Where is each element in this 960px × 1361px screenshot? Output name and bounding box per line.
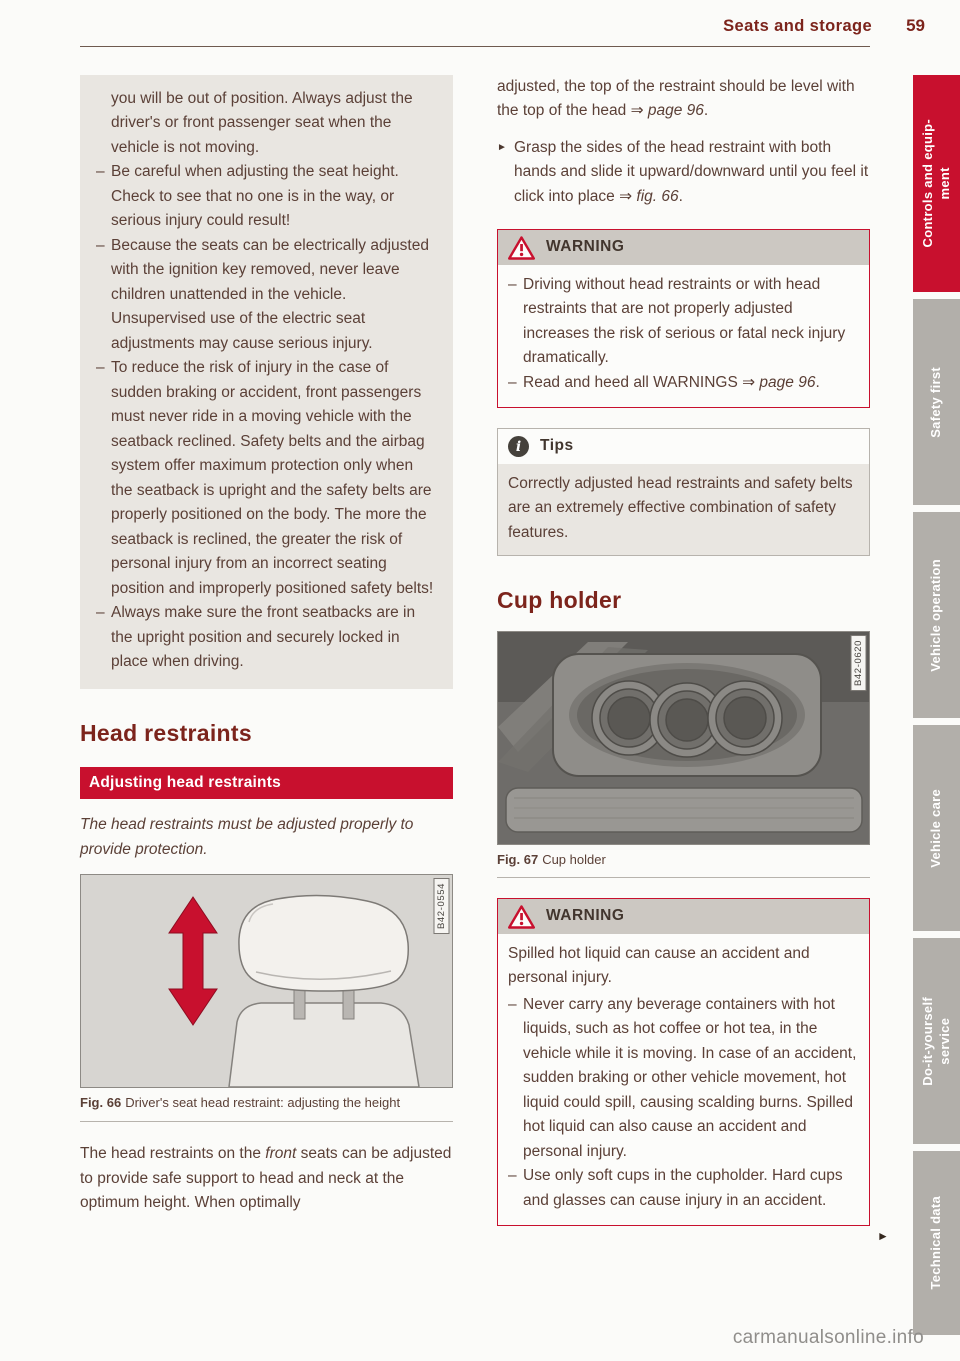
- cross-reference-arrow: ⇒: [742, 373, 760, 391]
- list-item: [508, 371, 859, 395]
- warning-box-cup-holder: [497, 898, 870, 1226]
- section-heading-head-restraints: Head restraints: [80, 719, 252, 746]
- info-icon: i: [508, 436, 529, 457]
- figure-code: B42-0554: [434, 878, 450, 934]
- watermark: carmanualsonline.info: [732, 1327, 924, 1348]
- cross-reference-arrow: ⇒: [630, 102, 648, 120]
- cross-reference-arrow: ⇒: [619, 187, 637, 205]
- head-restraint-drawing: [81, 875, 452, 1087]
- bullet-arrow-icon: ►: [497, 141, 507, 153]
- warning-intro: Spilled hot liquid can cause an accident and personal injury.: [508, 944, 810, 987]
- dash-marker: –: [96, 604, 105, 622]
- tab-vehicle-care: [913, 725, 960, 931]
- tab-label: Vehicle care: [928, 788, 944, 868]
- cup-holder-photo: [497, 631, 870, 845]
- warning-title: WARNING: [546, 907, 625, 925]
- dash-marker: –: [508, 1167, 517, 1185]
- warning-triangle-icon: [508, 236, 535, 260]
- tips-header: [498, 429, 869, 463]
- page-header: [80, 16, 925, 36]
- warning-triangle-icon: [508, 905, 535, 929]
- warning-body: [498, 934, 869, 1225]
- list-item: [96, 601, 437, 674]
- page-continues-arrow: ►: [877, 1229, 889, 1243]
- tab-label: Do-it-yourself service: [919, 996, 952, 1086]
- figure-66-caption: [80, 1094, 453, 1122]
- dash-marker: –: [508, 995, 517, 1013]
- seat-adjustment-warning-list: [80, 75, 453, 689]
- left-column: [80, 75, 453, 1216]
- tab-safety-first: [913, 299, 960, 505]
- figure-label: Fig. 66: [80, 1095, 122, 1111]
- list-item-text: Be careful when adjusting the seat height. Check to see that no one is in the way, or serious injury could result!: [111, 163, 399, 230]
- warning-body: [498, 265, 869, 407]
- tab-label: Controls and equip- ment: [919, 119, 952, 248]
- dash-marker: –: [96, 236, 105, 254]
- list-item-text: Read and heed all WARNINGS ⇒ page 96.: [523, 373, 820, 391]
- dash-marker: –: [508, 373, 517, 391]
- list-item-text: Always make sure the front seatbacks are in the upright position and securely locked in place when driving.: [111, 604, 416, 671]
- figure-67: [497, 631, 870, 879]
- warning-header: [498, 899, 869, 933]
- tab-technical-data: [913, 1151, 960, 1335]
- list-item: [96, 234, 437, 356]
- list-item: [96, 160, 437, 233]
- dash-marker: –: [508, 275, 517, 293]
- tips-body: Correctly adjusted head restraints and safety belts are an extremely effective combination of safety features.: [498, 464, 869, 555]
- tips-box: [497, 428, 870, 556]
- dash-marker: –: [96, 163, 105, 181]
- figure-label: Fig. 67: [497, 851, 539, 867]
- figure-66: [80, 874, 453, 1122]
- figure-caption-text: Cup holder: [542, 851, 606, 867]
- right-column: [497, 75, 870, 1226]
- section-heading-cup-holder: Cup holder: [497, 587, 622, 614]
- tips-title: Tips: [540, 437, 574, 455]
- list-item: [508, 1164, 859, 1213]
- head-restraints-paragraph: The head restraints on the front seats can be adjusted to provide safe support to head and neck at the optimum height. When optimally: [80, 1145, 452, 1212]
- cup-holder-image: [498, 632, 869, 844]
- warning-box-head-restraints: [497, 229, 870, 408]
- head-restraint-illustration: [80, 874, 453, 1088]
- list-item-text: Use only soft cups in the cupholder. Hard cups and glasses can cause injury in an accident.: [523, 1167, 843, 1209]
- figure-caption-text: Driver's seat head restraint: adjusting the height: [125, 1095, 401, 1111]
- figure-67-caption: [497, 851, 870, 879]
- tab-vehicle-operation: [913, 512, 960, 718]
- warning-title: WARNING: [546, 238, 625, 256]
- instruction-bullet: [497, 136, 870, 209]
- figure-code: B42-0620: [851, 635, 867, 691]
- subsection-intro: The head restraints must be adjusted properly to provide protection.: [80, 816, 414, 858]
- list-item: [508, 993, 859, 1164]
- continued-paragraph: adjusted, the top of the restraint should be level with the top of the head ⇒ page 96.: [497, 78, 855, 120]
- tab-do-it-yourself-service: [913, 938, 960, 1144]
- page-number: 59: [906, 16, 925, 35]
- list-item-text: To reduce the risk of injury in the case of sudden braking or accident, front passengers must never ride in a moving vehicle with the seatback reclined. Safety belts and the airbag system offer maximum protection only when the seatback is upright and the safety belts are properly positioned on the body. The more the seatback is reclined, the greater the risk of personal injury from an incorrect seating position and improperly positioned safety belts!: [111, 359, 434, 597]
- warning-header: [498, 230, 869, 264]
- list-item: [508, 273, 859, 371]
- tab-label: Safety first: [928, 366, 944, 438]
- list-item-text: Never carry any beverage containers with hot liquids, such as hot coffee or hot tea, in the vehicle while it is moving. In case of an accident, sudden braking or other vehicle movement, hot liquid could spill, causing scalding burns. Spilled hot liquid can also cause an accident and personal injury.: [523, 995, 857, 1160]
- warning-list-intro: you will be out of position. Always adjust the driver's or front passenger seat when the vehicle is not moving.: [111, 90, 413, 156]
- tab-controls-and-equipment: [913, 75, 960, 292]
- list-item: [96, 356, 437, 601]
- page-header-title: Seats and storage: [723, 17, 873, 35]
- tab-label: Technical data: [928, 1196, 944, 1290]
- dash-marker: –: [96, 359, 105, 377]
- instruction-text: Grasp the sides of the head restraint with both hands and slide it upward/downward until you feel it click into place ⇒ fig. 66.: [514, 138, 869, 205]
- header-rule: [80, 46, 870, 47]
- subsection-bar-adjusting-head-restraints: Adjusting head restraints: [80, 767, 453, 799]
- tab-label: Vehicle operation: [928, 558, 944, 672]
- list-item-text: Driving without head restraints or with head restraints that are not properly adjusted increases the risk of serious or fatal neck injury dramatically.: [523, 275, 846, 367]
- list-item-text: Because the seats can be electrically adjusted with the ignition key removed, never leave children unattended in the vehicle. Unsupervised use of the electric seat adjustments may cause serious injury.: [111, 236, 429, 352]
